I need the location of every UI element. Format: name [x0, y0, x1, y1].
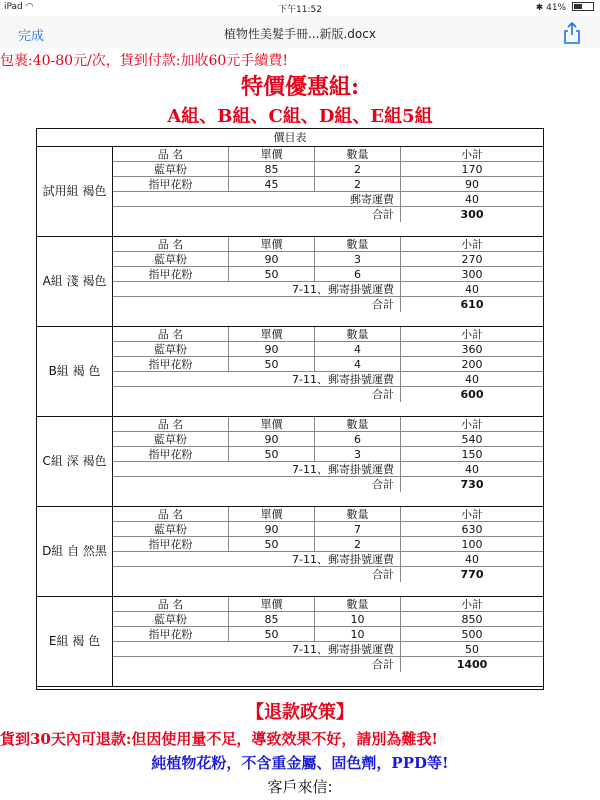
- table-cell: 藍草粉: [113, 522, 229, 537]
- table-cell: 50: [229, 357, 315, 372]
- column-header: 品 名: [113, 417, 229, 432]
- table-row: [113, 477, 543, 507]
- table-row: [113, 537, 543, 552]
- price-group: [37, 597, 543, 687]
- table-cell: 藍草粉: [113, 252, 229, 267]
- table-row: [113, 267, 543, 282]
- table-cell: 3: [315, 252, 401, 267]
- table-cell: 6: [315, 267, 401, 282]
- special-offer-heading: 特價優惠組:: [240, 74, 360, 100]
- column-header: 小計: [461, 238, 483, 251]
- document-title: 植物性美髮手冊...新版.docx: [224, 27, 376, 41]
- table-cell: 藍草粉: [113, 432, 229, 447]
- column-header: 數量: [315, 597, 401, 612]
- column-header: 品 名: [113, 147, 229, 162]
- column-header: 單價: [229, 237, 315, 252]
- group-label: B組 褐 色: [37, 327, 113, 416]
- column-header: 品 名: [113, 327, 229, 342]
- table-row: [113, 237, 543, 252]
- table-row: [113, 597, 543, 612]
- refund-title: 【退款政策】: [246, 702, 354, 723]
- table-cell: 45: [229, 177, 315, 192]
- total-label: 合計: [113, 477, 401, 492]
- table-row: [113, 507, 543, 522]
- column-header: 數量: [315, 147, 401, 162]
- table-cell: 90: [229, 522, 315, 537]
- table-cell: 10: [315, 627, 401, 642]
- table-cell: 3: [315, 447, 401, 462]
- total-label: 合計: [113, 387, 401, 402]
- shipping-cost: 40: [465, 463, 479, 476]
- table-cell: 200: [461, 358, 483, 371]
- column-header: 小計: [461, 418, 483, 431]
- table-row: [113, 282, 543, 297]
- price-group: [37, 237, 543, 327]
- total-value: 600: [460, 388, 484, 401]
- column-header: 數量: [315, 507, 401, 522]
- column-header: 小計: [461, 598, 483, 611]
- column-header: 小計: [461, 328, 483, 341]
- battery-icon: [572, 2, 594, 11]
- group-label: E組 褐 色: [37, 597, 113, 686]
- group-label: A組 淺 褐色: [37, 237, 113, 326]
- shipping-cost: 40: [465, 283, 479, 296]
- shipping-cost: 40: [465, 553, 479, 566]
- table-cell: 2: [315, 177, 401, 192]
- wifi-icon: ◠: [25, 2, 34, 12]
- total-label: 合計: [113, 297, 401, 312]
- shipping-line: 包裹:40-80元/次，貨到付款:加收60元手續費!: [0, 53, 288, 69]
- shipping-cost: 50: [465, 643, 479, 656]
- total-label: 合計: [113, 207, 401, 222]
- column-header: 單價: [229, 327, 315, 342]
- total-value: 730: [460, 478, 484, 491]
- table-cell: 藍草粉: [113, 162, 229, 177]
- table-cell: 85: [229, 612, 315, 627]
- price-group: [37, 417, 543, 507]
- device-name: iPad: [4, 2, 23, 12]
- shipping-cost: 40: [465, 373, 479, 386]
- table-cell: 85: [229, 162, 315, 177]
- table-row: [113, 327, 543, 342]
- table-row: [113, 552, 543, 567]
- table-cell: 藍草粉: [113, 612, 229, 627]
- battery-percent: 41%: [546, 3, 567, 13]
- table-row: [113, 567, 543, 597]
- table-cell: 6: [315, 432, 401, 447]
- shipping-label: 7-11、郵寄掛號運費: [113, 462, 401, 477]
- table-cell: 100: [461, 538, 483, 551]
- table-row: [113, 162, 543, 177]
- groups-heading: A組、B組、C組、D組、E組5組: [167, 106, 433, 127]
- table-cell: 90: [465, 178, 479, 191]
- total-value: 1400: [456, 658, 488, 671]
- column-header: 品 名: [113, 597, 229, 612]
- shipping-label: 7-11、郵寄掛號運費: [113, 642, 401, 657]
- status-bar: [0, 0, 600, 16]
- table-row: [113, 522, 543, 537]
- column-header: 小計: [461, 148, 483, 161]
- table-cell: 4: [315, 357, 401, 372]
- table-row: [113, 642, 543, 657]
- table-cell: 270: [461, 253, 483, 266]
- status-right: [536, 2, 594, 13]
- table-row: [113, 192, 543, 207]
- table-cell: 指甲花粉: [113, 357, 229, 372]
- column-header: 品 名: [113, 237, 229, 252]
- price-group: [37, 147, 543, 237]
- table-row: [113, 387, 543, 417]
- shipping-label: 7-11、郵寄掛號運費: [113, 282, 401, 297]
- ingredients-notice: 純植物花粉，不含重金屬、固色劑，PPD等!: [151, 754, 449, 772]
- refund-text: 貨到30天內可退款:但因使用量不足，導致效果不好，請別為難我!: [0, 730, 438, 748]
- table-cell: 7: [315, 522, 401, 537]
- column-header: 數量: [315, 417, 401, 432]
- done-button[interactable]: 完成: [18, 29, 45, 44]
- document-body: [0, 48, 600, 800]
- bluetooth-icon: ✱: [535, 3, 544, 13]
- column-header: 單價: [229, 597, 315, 612]
- total-value: 610: [460, 298, 484, 311]
- table-row: [113, 462, 543, 477]
- table-row: [113, 432, 543, 447]
- group-label: 試用組 褐色: [37, 147, 113, 236]
- status-time: 下午11:52: [278, 5, 322, 15]
- total-label: 合計: [113, 567, 401, 582]
- table-title: 價目表: [37, 129, 543, 147]
- table-row: [113, 657, 543, 687]
- price-table: [36, 128, 544, 690]
- table-row: [113, 357, 543, 372]
- table-cell: 指甲花粉: [113, 177, 229, 192]
- price-group: [37, 507, 543, 597]
- table-row: [113, 297, 543, 327]
- table-cell: 50: [229, 537, 315, 552]
- table-cell: 630: [461, 523, 483, 536]
- table-row: [113, 627, 543, 642]
- table-row: [113, 447, 543, 462]
- table-cell: 90: [229, 252, 315, 267]
- column-header: 小計: [461, 508, 483, 521]
- shipping-label: 7-11、郵寄掛號運費: [113, 372, 401, 387]
- share-icon[interactable]: [562, 21, 582, 45]
- shipping-label: 7-11、郵寄掛號運費: [113, 552, 401, 567]
- table-cell: 500: [461, 628, 483, 641]
- column-header: 數量: [315, 327, 401, 342]
- shipping-label: 郵寄運費: [113, 192, 401, 207]
- table-cell: 300: [461, 268, 483, 281]
- customer-letters: 客戶來信:: [267, 778, 333, 796]
- table-cell: 2: [315, 537, 401, 552]
- shipping-cost: 40: [465, 193, 479, 206]
- table-cell: 90: [229, 342, 315, 357]
- table-cell: 50: [229, 447, 315, 462]
- total-value: 300: [460, 208, 484, 221]
- table-row: [113, 177, 543, 192]
- table-cell: 指甲花粉: [113, 537, 229, 552]
- nav-bar: [0, 16, 600, 48]
- column-header: 數量: [315, 237, 401, 252]
- table-cell: 90: [229, 432, 315, 447]
- table-row: [113, 612, 543, 627]
- table-cell: 540: [461, 433, 483, 446]
- table-row: [113, 252, 543, 267]
- table-row: [113, 207, 543, 237]
- table-cell: 藍草粉: [113, 342, 229, 357]
- table-cell: 10: [315, 612, 401, 627]
- table-cell: 50: [229, 627, 315, 642]
- table-cell: 指甲花粉: [113, 267, 229, 282]
- table-cell: 360: [461, 343, 483, 356]
- price-group: [37, 327, 543, 417]
- column-header: 品 名: [113, 507, 229, 522]
- column-header: 單價: [229, 417, 315, 432]
- table-cell: 150: [461, 448, 483, 461]
- table-cell: 指甲花粉: [113, 447, 229, 462]
- table-cell: 2: [315, 162, 401, 177]
- table-row: [113, 342, 543, 357]
- group-label: D組 自 然黑: [37, 507, 113, 596]
- table-row: [113, 417, 543, 432]
- total-label: 合計: [113, 657, 401, 672]
- table-row: [113, 147, 543, 162]
- table-row: [113, 372, 543, 387]
- table-cell: 4: [315, 342, 401, 357]
- group-label: C組 深 褐色: [37, 417, 113, 506]
- table-cell: 850: [461, 613, 483, 626]
- table-cell: 指甲花粉: [113, 627, 229, 642]
- column-header: 單價: [229, 507, 315, 522]
- table-cell: 170: [461, 163, 483, 176]
- table-cell: 50: [229, 267, 315, 282]
- column-header: 單價: [229, 147, 315, 162]
- total-value: 770: [460, 568, 484, 581]
